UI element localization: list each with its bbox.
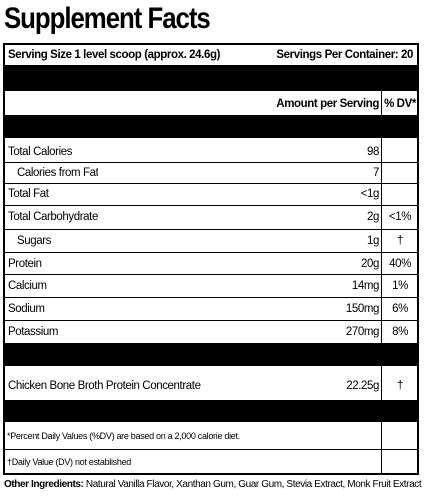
nutrient-name: Calcium: [8, 279, 47, 292]
nutrient-amount: 1g: [367, 234, 379, 247]
nutrient-amount: 150mg: [345, 303, 379, 315]
nutrient-name: Protein: [8, 257, 42, 270]
nutrient-row: [5, 142, 417, 162]
nutrient-dv: 6%: [392, 303, 408, 315]
supplement-facts-panel: [3, 43, 419, 475]
divider-bar: [5, 115, 417, 138]
nutrient-dv: [383, 142, 417, 162]
servings-per-container: Servings Per Container: 20: [276, 49, 413, 61]
nutrient-name: Total Fat: [8, 188, 49, 200]
serving-size: Serving Size 1 level scoop (approx. 24.6g): [8, 49, 221, 61]
column-header-row: [5, 93, 417, 115]
other-ingredients: [4, 479, 421, 490]
amount-header: Amount per Serving: [276, 98, 379, 110]
nutrient-name: Potassium: [8, 325, 59, 338]
nutrient-dv: 40%: [389, 257, 411, 270]
nutrient-row: [5, 163, 417, 183]
nutrient-row: [5, 206, 417, 227]
nutrient-row: [5, 253, 417, 274]
nutrient-dv: <1%: [388, 210, 412, 223]
nutrient-amount: 270mg: [345, 325, 379, 338]
footnote-row: [5, 450, 417, 473]
dv-header: % DV*: [384, 98, 416, 110]
nutrient-amount: 14mg: [351, 279, 379, 292]
nutrient-row: [5, 275, 417, 296]
serving-row: [5, 45, 417, 65]
nutrient-dv: †: [397, 234, 403, 247]
percent-dv-footnote: *Percent Daily Values (%DV) are based on a 2,000 calorie diet.: [7, 430, 240, 441]
nutrient-dv: 1%: [392, 279, 408, 292]
nutrient-name: Sugars: [17, 234, 52, 247]
nutrient-dv: 8%: [392, 325, 408, 338]
column-rule: [381, 91, 382, 115]
other-ingredients-text: Natural Vanilla Flavor, Xanthan Gum, Guar Gum, Stevia Extract, Monk Fruit Extract: [85, 479, 422, 490]
nutrient-name: Total Calories: [8, 146, 73, 158]
nutrient-amount: 2g: [367, 210, 379, 223]
column-rule: [381, 422, 382, 475]
other-ingredients-label: Other Ingredients:: [4, 479, 84, 490]
nutrient-amount: 20g: [361, 257, 379, 270]
nutrient-name: Sodium: [8, 303, 45, 315]
dv-not-established-footnote: †Daily Value (DV) not established: [7, 456, 132, 467]
nutrient-row: [5, 298, 417, 320]
footnote-row: [5, 423, 417, 448]
blend-name: Chicken Bone Broth Protein Concentrate: [8, 379, 201, 392]
divider-bar: [5, 343, 417, 366]
blend-row: [5, 375, 417, 396]
column-rule: [381, 138, 382, 343]
nutrient-name: Total Carbohydrate: [8, 210, 98, 223]
nutrient-row: [5, 184, 417, 204]
divider-bar: [5, 400, 417, 422]
blend-dv: †: [397, 379, 403, 392]
nutrient-amount: 7: [373, 167, 379, 179]
nutrient-row: [5, 321, 417, 342]
blend-amount: 22.25g: [346, 379, 379, 392]
nutrient-row: [5, 230, 417, 251]
panel-title: Supplement Facts: [4, 2, 210, 35]
nutrient-amount: <1g: [360, 188, 379, 200]
nutrient-amount: 98: [367, 146, 379, 158]
nutrient-name: Calories from Fat: [17, 167, 99, 179]
nutrient-dv: [383, 163, 417, 183]
nutrient-dv: [383, 184, 417, 204]
column-rule: [381, 366, 382, 400]
divider-bar: [5, 65, 417, 91]
